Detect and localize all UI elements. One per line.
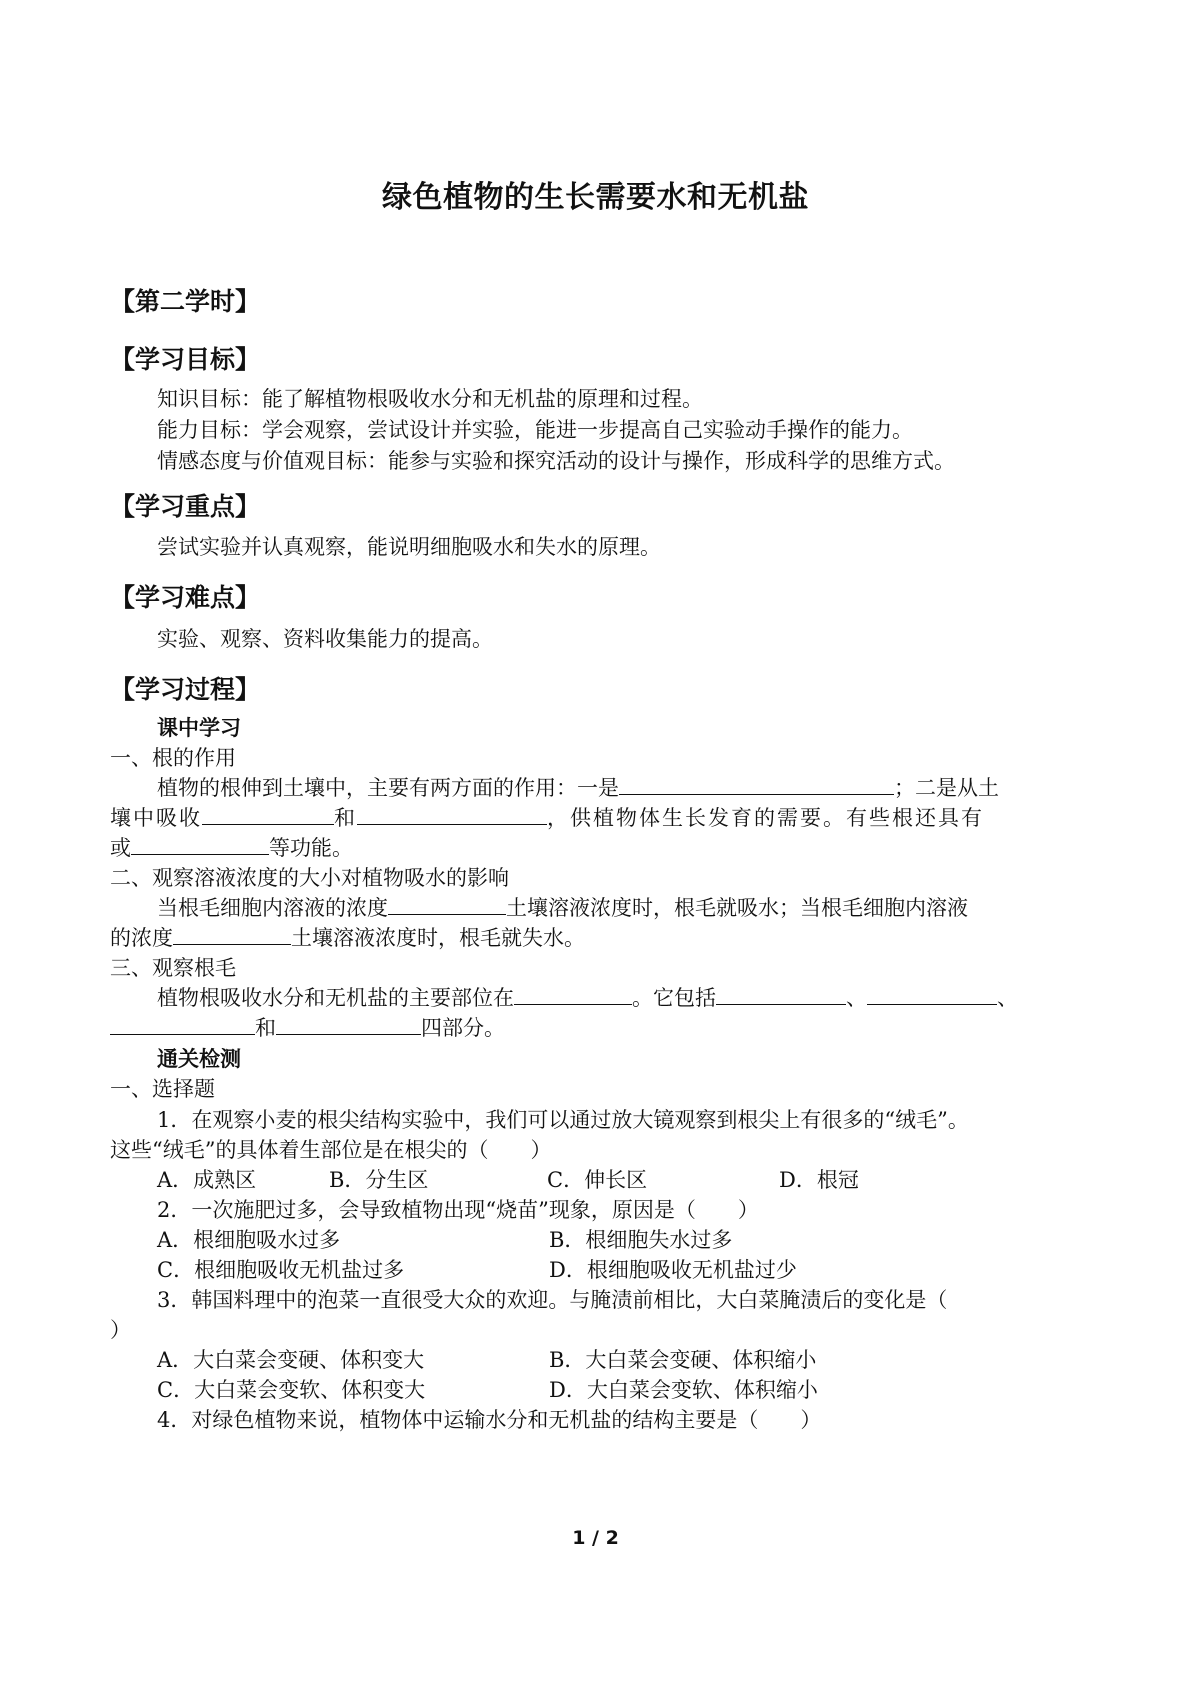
objectives-heading: 【学习目标】 [110, 345, 261, 374]
section-1-title: 一、根的作用 [110, 746, 236, 770]
fill-blank[interactable] [110, 1012, 255, 1035]
q2-option-b[interactable]: B．根细胞失水过多 [549, 1228, 733, 1252]
text: 、 [997, 986, 1018, 1010]
difficulties-heading: 【学习难点】 [110, 583, 261, 612]
q2-option-c[interactable]: C．根细胞吸收无机盐过多 [157, 1258, 405, 1282]
q3-options-row-2 [110, 1374, 1137, 1406]
section-1-line-3 [110, 832, 1090, 864]
text: 壤中吸收 [110, 806, 202, 830]
text: 的浓度 [110, 926, 173, 950]
fill-blank[interactable] [357, 802, 547, 825]
q2-options-row-2 [110, 1254, 1137, 1286]
fill-blank[interactable] [202, 802, 334, 825]
lesson-heading: 【第二学时】 [110, 287, 261, 316]
section-2-title: 二、观察溶液浓度的大小对植物吸水的影响 [110, 866, 509, 890]
fill-blank[interactable] [173, 922, 291, 945]
objective-ability: 能力目标：学会观察，尝试设计并实验，能进一步提高自己实验动手操作的能力。 [157, 418, 913, 442]
text: 植物的根伸到土壤中，主要有两方面的作用：一是 [157, 776, 619, 800]
q1-option-b[interactable]: B．分生区 [329, 1168, 429, 1192]
fill-blank[interactable] [514, 982, 632, 1005]
text: 土壤溶液浓度时，根毛就吸水；当根毛细胞内溶液 [506, 896, 968, 920]
objective-attitude: 情感态度与价值观目标：能参与实验和探究活动的设计与操作，形成科学的思维方式。 [157, 449, 955, 473]
section-2-line-2 [110, 922, 1090, 954]
text: 等功能。 [269, 836, 353, 860]
q3-option-c[interactable]: C．大白菜会变软、体积变大 [157, 1378, 426, 1402]
fill-blank[interactable] [131, 832, 269, 855]
text: ；二是从土 [894, 776, 999, 800]
in-class-subheading: 课中学习 [157, 716, 241, 740]
fill-blank[interactable] [619, 772, 894, 795]
section-1-line-1 [110, 772, 1137, 804]
page-number: 1 / 2 [572, 1527, 619, 1549]
text: 和 [255, 1016, 276, 1040]
q2-option-d[interactable]: D．根细胞吸收无机盐过少 [549, 1258, 797, 1282]
choice-section-title: 一、选择题 [110, 1077, 215, 1101]
text: ，供植物体生长发育的需要。有些根还具有 [547, 806, 984, 830]
fill-blank[interactable] [388, 892, 506, 915]
test-subheading: 通关检测 [157, 1047, 241, 1071]
q3-stem-line-2: ） [110, 1318, 131, 1342]
q1-stem-line-1: 1．在观察小麦的根尖结构实验中，我们可以通过放大镜观察到根尖上有很多的“绒毛”。 [157, 1108, 969, 1132]
text: 和 [334, 806, 357, 830]
q1-option-d[interactable]: D．根冠 [779, 1168, 859, 1192]
q3-stem-line-1: 3．韩国料理中的泡菜一直很受大众的欢迎。与腌渍前相比，大白菜腌渍后的变化是（ [157, 1288, 948, 1312]
q2-options-row-1 [110, 1224, 1137, 1256]
q3-option-d[interactable]: D．大白菜会变软、体积缩小 [549, 1378, 818, 1402]
section-1-line-2 [110, 802, 1090, 834]
text: 当根毛细胞内溶液的浓度 [157, 896, 388, 920]
text: 或 [110, 836, 131, 860]
text: 四部分。 [421, 1016, 505, 1040]
objective-knowledge: 知识目标：能了解植物根吸收水分和无机盐的原理和过程。 [157, 387, 703, 411]
section-3-line-2 [110, 1012, 1090, 1044]
text: 。它包括 [632, 986, 716, 1010]
q4-stem: 4．对绿色植物来说，植物体中运输水分和无机盐的结构主要是（ ） [157, 1408, 822, 1432]
fill-blank[interactable] [716, 982, 846, 1005]
key-points-heading: 【学习重点】 [110, 492, 261, 521]
text: 、 [846, 986, 867, 1010]
q2-option-a[interactable]: A．根细胞吸水过多 [157, 1228, 341, 1252]
text: 植物根吸收水分和无机盐的主要部位在 [157, 986, 514, 1010]
document-title: 绿色植物的生长需要水和无机盐 [382, 180, 809, 215]
q1-stem-line-2: 这些“绒毛”的具体着生部位是在根尖的（ ） [110, 1138, 552, 1162]
fill-blank[interactable] [867, 982, 997, 1005]
q1-option-c[interactable]: C．伸长区 [547, 1168, 648, 1192]
difficulties-text: 实验、观察、资料收集能力的提高。 [157, 627, 493, 651]
q3-option-b[interactable]: B．大白菜会变硬、体积缩小 [549, 1348, 817, 1372]
process-heading: 【学习过程】 [110, 675, 261, 704]
q2-stem: 2．一次施肥过多，会导致植物出现“烧苗”现象，原因是（ ） [157, 1198, 759, 1222]
section-3-line-1 [110, 982, 1137, 1014]
fill-blank[interactable] [276, 1012, 421, 1035]
q1-options [110, 1164, 1137, 1196]
key-points-text: 尝试实验并认真观察，能说明细胞吸水和失水的原理。 [157, 535, 661, 559]
section-2-line-1 [110, 892, 1137, 924]
text: 土壤溶液浓度时，根毛就失水。 [291, 926, 585, 950]
section-3-title: 三、观察根毛 [110, 956, 236, 980]
q3-options-row-1 [110, 1344, 1137, 1376]
q3-option-a[interactable]: A．大白菜会变硬、体积变大 [157, 1348, 425, 1372]
q1-option-a[interactable]: A．成熟区 [157, 1168, 257, 1192]
